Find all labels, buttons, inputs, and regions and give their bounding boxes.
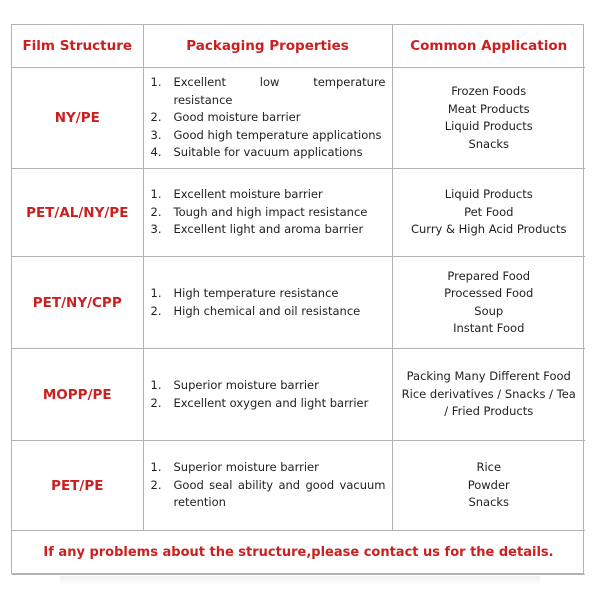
applications-cell [392,68,585,169]
list-item: 2. Tough and high impact resistance [150,204,368,219]
film-structure-cell: NY/PE [12,68,143,169]
table-header-row [12,25,585,68]
application-item: Liquid Products [444,187,533,202]
list-item: 1. Superior moisture barrier [150,378,319,392]
properties-cell [143,68,392,169]
structure-table-frame [11,24,584,574]
properties-cell [143,169,392,257]
application-item: Instant Food [453,321,525,335]
list-item: 3. Good high temperature applications [150,127,382,142]
properties-cell [143,349,392,441]
header-packaging-properties: Packaging Properties [143,25,392,68]
properties-list [151,377,386,412]
properties-cell [143,257,392,349]
list-item: 1. Superior moisture barrier [150,460,319,475]
list-item: 3. Excellent light and aroma barrier [150,222,364,237]
applications-cell [392,349,585,441]
table-row [12,349,585,441]
contact-notice: If any problems about the structure,please contact us for the details. [12,531,585,575]
list-item: 2. Good moisture barrier [150,110,301,125]
application-item: / Fried Products [444,404,534,419]
table-row [12,68,585,169]
applications-cell [392,441,585,531]
film-structure-table [12,25,585,575]
application-item: Pet Food [464,204,514,219]
list-item: 1. High temperature resistance [150,286,339,300]
properties-list [151,186,386,239]
properties-list [151,74,386,162]
header-film-structure: Film Structure [12,25,143,68]
application-item: Rice derivatives / Snacks / Tea [401,386,576,401]
list-item: 1. Excellent moisture barrier [150,187,323,202]
table-row [12,257,585,349]
application-item: Prepared Food [447,268,531,283]
applications-cell [392,169,585,257]
list-item: 2. Good seal ability and good vacuum retention [150,477,386,510]
list-item: 2. Excellent oxygen and light barrier [150,395,369,410]
film-structure-cell: PET/PE [12,441,143,531]
application-item: Soup [474,303,504,318]
applications-cell [392,257,585,349]
film-structure-cell: PET/NY/CPP [12,257,143,349]
film-structure-cell: PET/AL/NY/PE [12,169,143,257]
application-item: Meat Products [447,101,530,116]
header-common-application: Common Application [392,25,585,68]
table-row [12,441,585,531]
table-row [12,169,585,257]
application-item: Frozen Foods [451,84,527,98]
list-item: 4. Suitable for vacuum applications [150,145,363,160]
properties-list [151,459,386,512]
list-item: 1. Excellent low temperature resistance [150,75,386,107]
application-item: Powder [467,477,510,492]
film-structure-cell: MOPP/PE [12,349,143,441]
application-item: Snacks [468,495,510,510]
application-item: Processed Food [444,286,534,300]
list-item: 2. High chemical and oil resistance [150,303,361,318]
properties-cell [143,441,392,531]
properties-list [151,285,386,320]
application-item: Liquid Products [444,119,533,133]
table-shadow [60,576,540,586]
application-item: Curry & High Acid Products [410,222,567,237]
application-item: Packing Many Different Food [406,369,571,384]
application-item: Snacks [468,136,510,151]
application-item: Rice [476,460,502,475]
